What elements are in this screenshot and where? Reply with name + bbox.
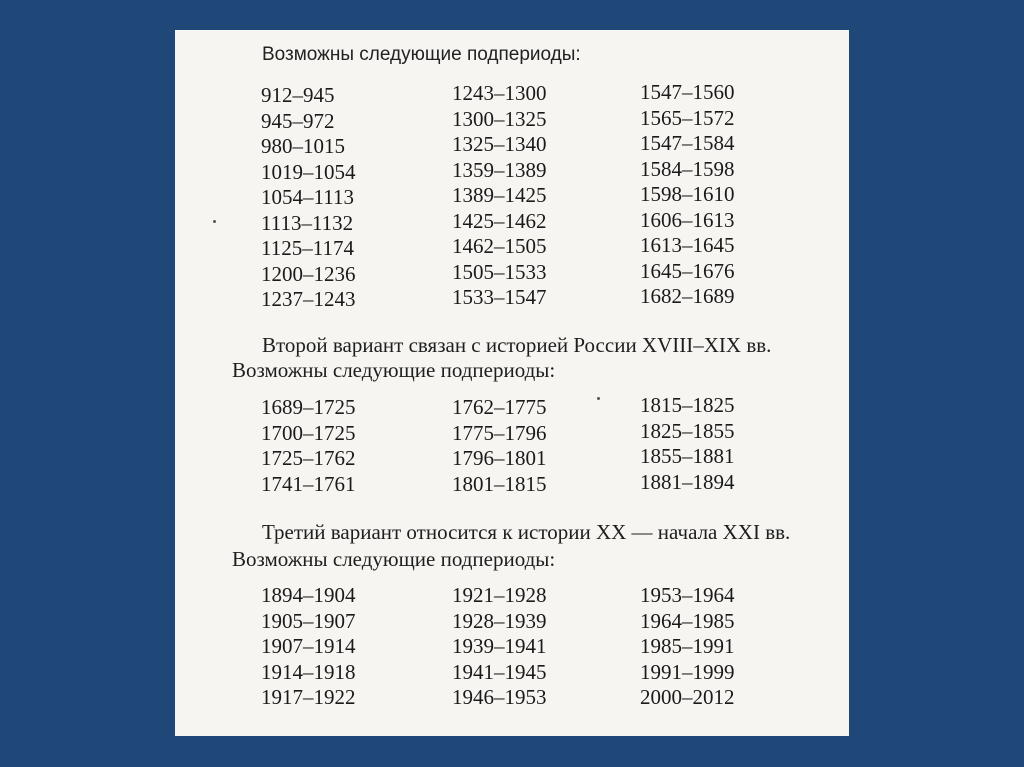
period-range: 1941–1945 bbox=[452, 659, 547, 684]
period-range: 1855–1881 bbox=[640, 444, 735, 468]
period-range: 1964–1985 bbox=[640, 608, 735, 633]
period-range: 1939–1941 bbox=[452, 634, 547, 658]
period-range: 1700–1725 bbox=[261, 420, 356, 445]
period-range: 1917–1922 bbox=[261, 685, 356, 709]
period-range: 945–972 bbox=[261, 108, 335, 133]
period-range: 1953–1964 bbox=[640, 583, 735, 607]
period-range: 1946–1953 bbox=[452, 685, 547, 709]
period-range: 1505–1533 bbox=[452, 259, 547, 284]
period-range: 1881–1894 bbox=[640, 469, 735, 494]
period-range: 1462–1505 bbox=[452, 234, 547, 258]
period-range: 1054–1113 bbox=[261, 185, 354, 209]
section3-line1: Третий вариант относится к истории XX — начала XXI вв. bbox=[262, 520, 791, 544]
period-range: 2000–2012 bbox=[640, 685, 735, 709]
period-range: 1125–1174 bbox=[261, 236, 354, 260]
period-range: 1533–1547 bbox=[452, 285, 547, 309]
period-range: 1907–1914 bbox=[261, 634, 356, 658]
section1-intro: Возможны следующие подпериоды: bbox=[262, 44, 581, 65]
period-range: 1682–1689 bbox=[640, 284, 735, 308]
period-range: 1775–1796 bbox=[452, 420, 547, 445]
period-range: 1914–1918 bbox=[261, 659, 356, 684]
period-range: 1825–1855 bbox=[640, 418, 735, 443]
section3-column-1 bbox=[261, 583, 356, 711]
scan-speck bbox=[597, 397, 600, 400]
period-range: 1725–1762 bbox=[261, 446, 356, 470]
scanned-page bbox=[175, 30, 849, 736]
period-range: 1547–1584 bbox=[640, 131, 735, 155]
period-range: 1019–1054 bbox=[261, 159, 356, 184]
period-range: 1762–1775 bbox=[452, 395, 547, 419]
period-range: 1359–1389 bbox=[452, 157, 547, 182]
period-range: 1237–1243 bbox=[261, 287, 356, 311]
section3-column-3 bbox=[640, 583, 735, 711]
section2-line1: Второй вариант связан с историей России XVIII–XIX вв. bbox=[262, 333, 772, 357]
period-range: 1796–1801 bbox=[452, 446, 547, 470]
period-range: 1547–1560 bbox=[640, 80, 735, 104]
period-range: 1243–1300 bbox=[452, 81, 547, 105]
period-range: 1300–1325 bbox=[452, 106, 547, 131]
section1-column-1 bbox=[261, 83, 356, 313]
section1-column-3 bbox=[640, 80, 735, 310]
period-range: 1985–1991 bbox=[640, 634, 735, 658]
period-range: 912–945 bbox=[261, 83, 335, 107]
period-range: 1815–1825 bbox=[640, 393, 735, 417]
period-range: 1200–1236 bbox=[261, 261, 356, 286]
period-range: 980–1015 bbox=[261, 134, 345, 158]
period-range: 1606–1613 bbox=[640, 207, 735, 232]
section2-column-2 bbox=[452, 395, 547, 497]
period-range: 1613–1645 bbox=[640, 233, 735, 257]
section2-column-1 bbox=[261, 395, 356, 497]
period-range: 1991–1999 bbox=[640, 659, 735, 684]
section2-column-3 bbox=[640, 393, 735, 495]
period-range: 1689–1725 bbox=[261, 395, 356, 419]
period-range: 1325–1340 bbox=[452, 132, 547, 156]
period-range: 1905–1907 bbox=[261, 608, 356, 633]
period-range: 1894–1904 bbox=[261, 583, 356, 607]
section1-column-2 bbox=[452, 81, 547, 311]
period-range: 1584–1598 bbox=[640, 156, 735, 181]
period-range: 1921–1928 bbox=[452, 583, 547, 607]
period-range: 1645–1676 bbox=[640, 258, 735, 283]
period-range: 1801–1815 bbox=[452, 471, 547, 496]
period-range: 1741–1761 bbox=[261, 471, 356, 496]
period-range: 1565–1572 bbox=[640, 105, 735, 130]
period-range: 1113–1132 bbox=[261, 210, 354, 235]
period-range: 1425–1462 bbox=[452, 208, 547, 233]
period-range: 1389–1425 bbox=[452, 183, 547, 207]
section2-line2: Возможны следующие подпериоды: bbox=[232, 358, 556, 382]
section3-column-2 bbox=[452, 583, 547, 711]
scan-speck bbox=[213, 220, 216, 223]
period-range: 1928–1939 bbox=[452, 608, 547, 633]
period-range: 1598–1610 bbox=[640, 182, 735, 206]
section3-line2: Возможны следующие подпериоды: bbox=[232, 547, 556, 571]
